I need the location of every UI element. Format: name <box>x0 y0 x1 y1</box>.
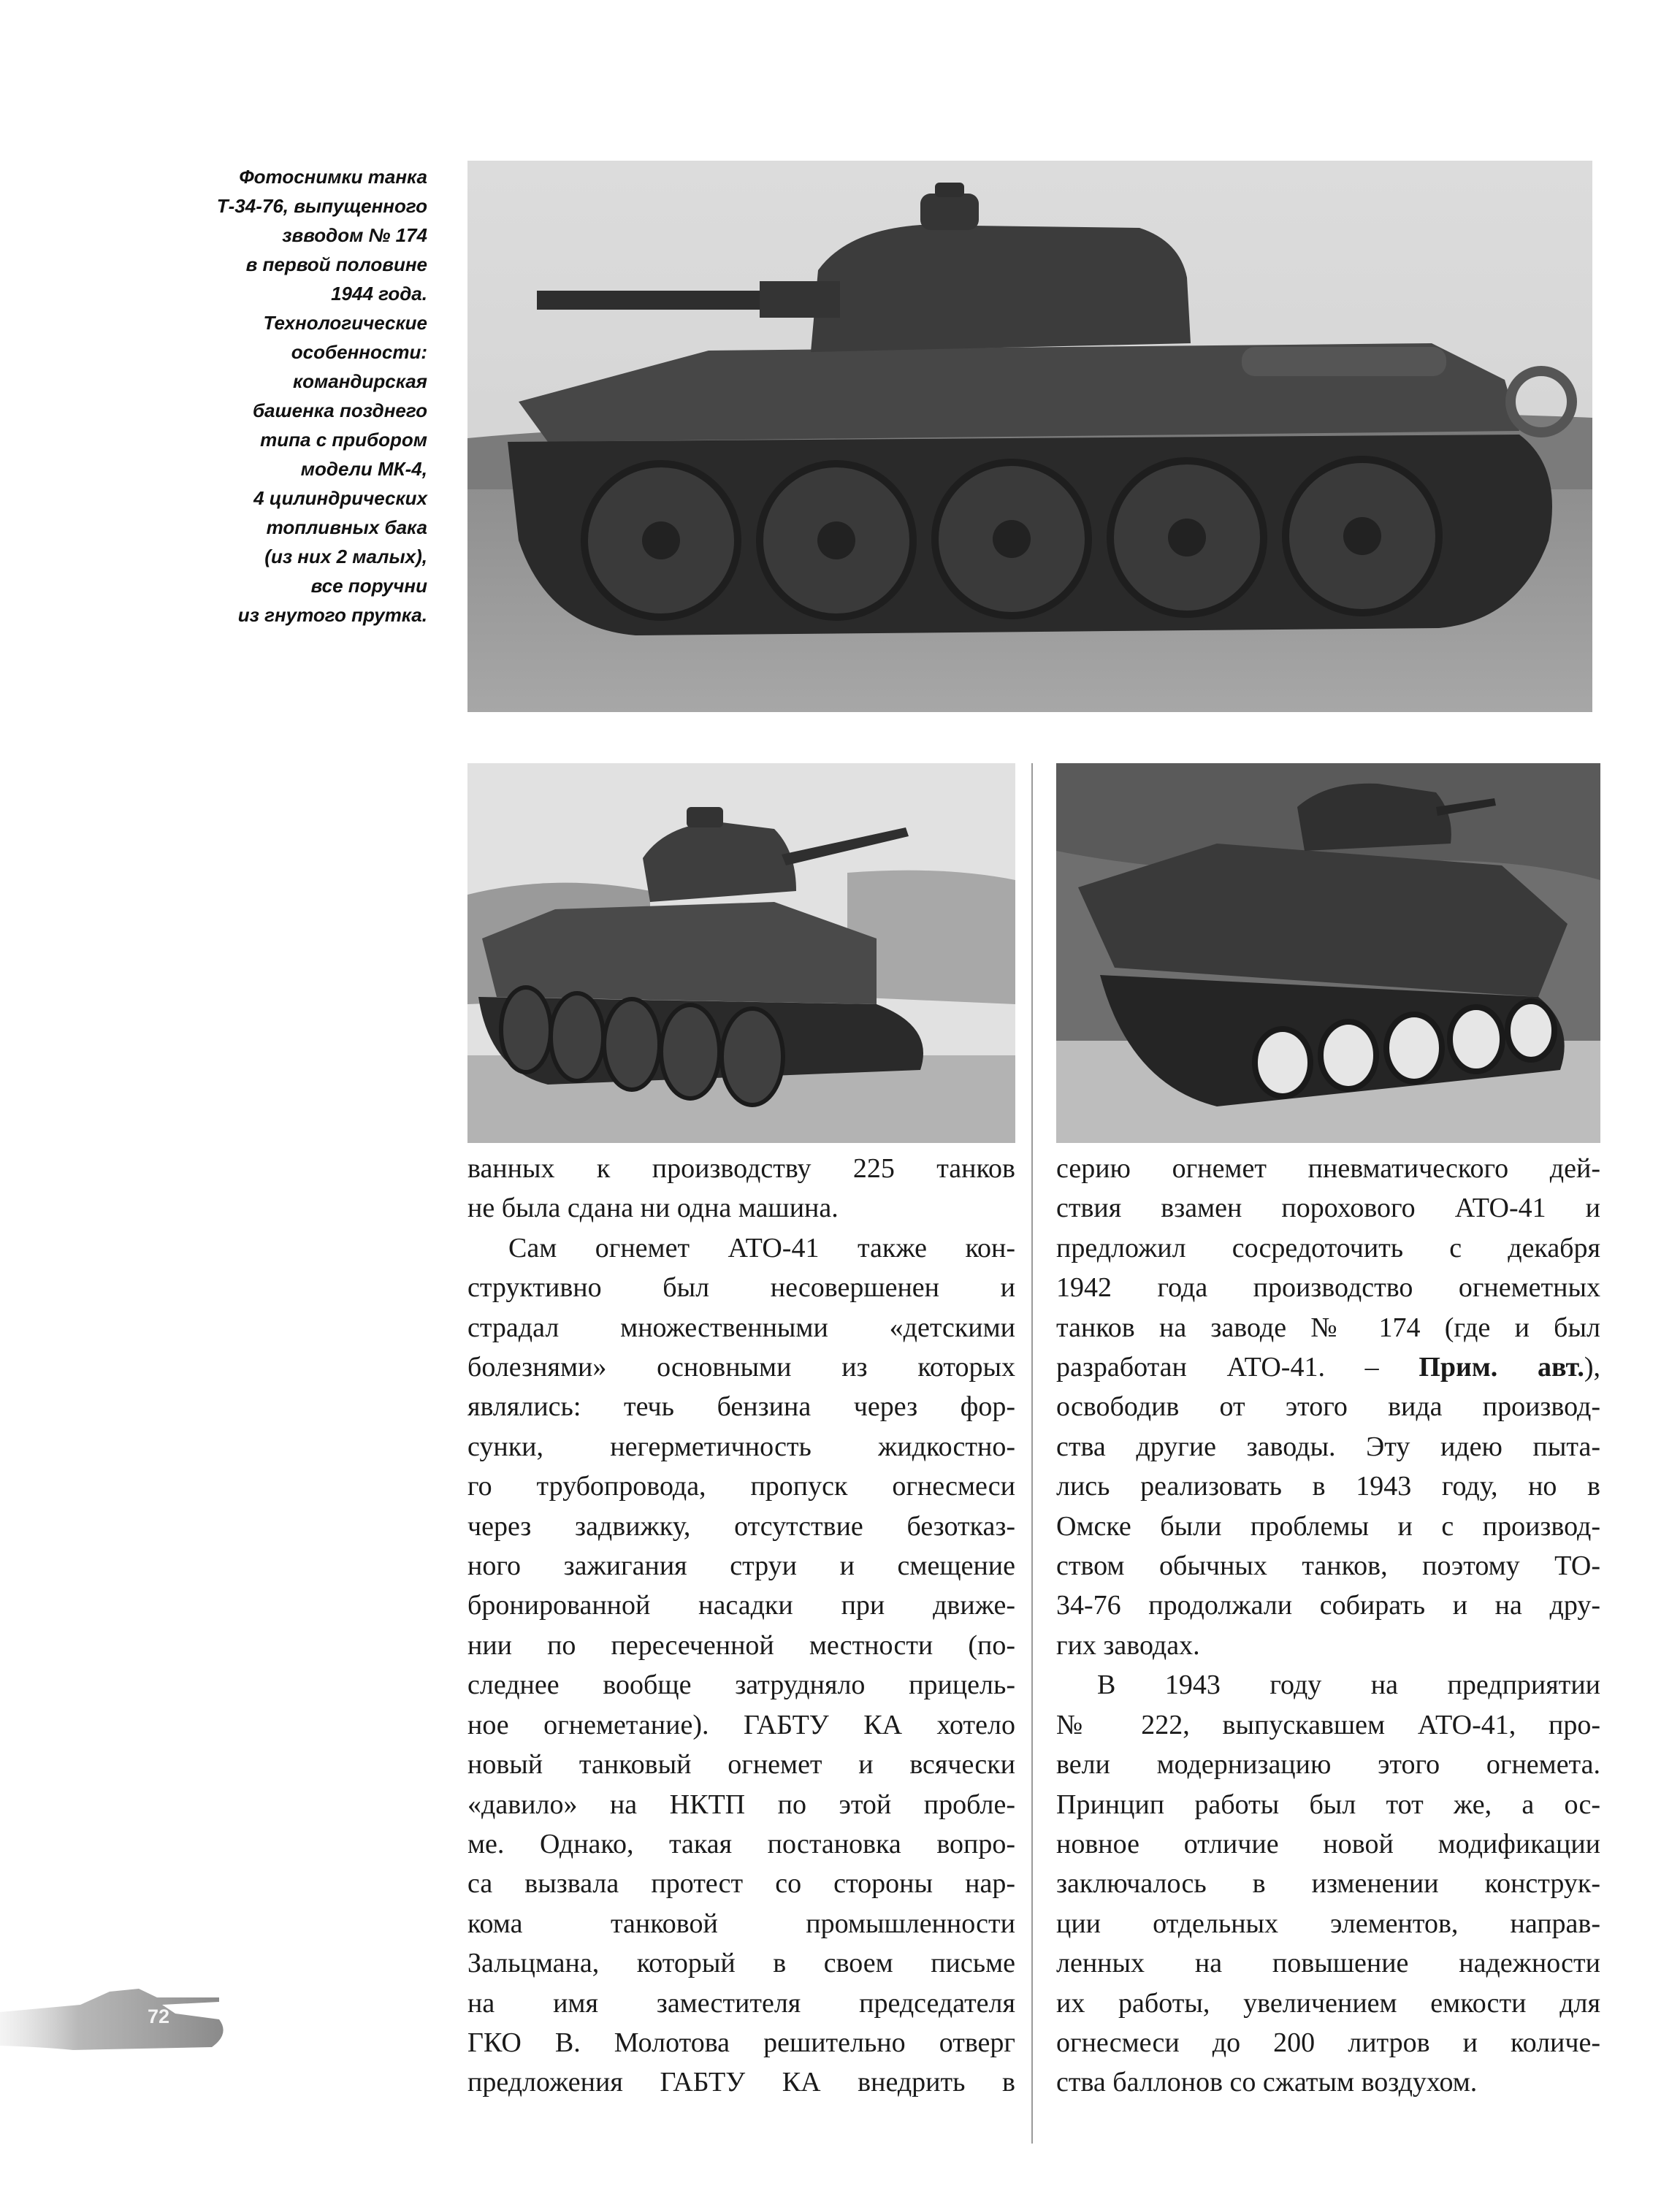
photo-caption <box>153 162 427 630</box>
caption-line: звводом № 174 <box>282 224 427 246</box>
text-line: структивно был несовершенен и <box>467 1272 1015 1304</box>
text-line: ное огнеметание). ГАБТУ КА хотело <box>467 1709 1015 1740</box>
column-divider <box>1031 763 1033 2144</box>
caption-line: (из них 2 малых), <box>264 546 427 567</box>
text-line: ции отдельных элементов, направ- <box>1056 1908 1600 1939</box>
caption-line: модели МК-4, <box>300 458 427 480</box>
caption-line: командирская <box>292 370 427 392</box>
text-line: нии по пересеченной местности (по- <box>467 1629 1015 1661</box>
text-line: вели модернизацию этого огнемета. <box>1056 1749 1600 1781</box>
caption-line: Технологические <box>263 312 427 334</box>
text-line: серию огнемет пневматического дей- <box>1056 1153 1600 1184</box>
photo-tank-side-view <box>467 161 1592 712</box>
text-line: ствия взамен порохового АТО-41 и <box>1056 1193 1600 1224</box>
caption-line: Т-34-76, выпущенного <box>216 195 427 217</box>
text-line: В 1943 году на предприятии <box>1097 1670 1600 1701</box>
caption-line: все поручни <box>310 575 427 597</box>
text-line: болезнями» основными из которых <box>467 1352 1015 1383</box>
text-line: Зальцмана, который в своем письме <box>467 1948 1015 1979</box>
caption-line: Фотоснимки танка <box>239 166 427 188</box>
text-column-right <box>1056 1149 1600 2103</box>
text-line: 1942 года производство огнеметных <box>1056 1272 1600 1304</box>
text-line: сунки, негерметичность жидкостно- <box>467 1431 1015 1462</box>
text-line: 34-76 продолжали собирать и на дру- <box>1056 1590 1600 1621</box>
text-line: являлись: течь бензина через фор- <box>467 1391 1015 1423</box>
text-line: Сам огнемет АТО-41 также кон- <box>508 1232 1015 1263</box>
page-number-badge <box>0 1976 234 2056</box>
text-line: огнесмеси до 200 литров и количе- <box>1056 2027 1600 2058</box>
text-line: через задвижку, отсутствие безотказ- <box>467 1510 1015 1542</box>
text-line: предложил сосредоточить с декабря <box>1056 1232 1600 1263</box>
text-line: страдал множественными «детскими <box>467 1312 1015 1343</box>
caption-line: типа с прибором <box>260 429 427 451</box>
tank-silhouette-icon <box>0 1976 234 2056</box>
text-line: ме. Однако, такая постановка вопро- <box>467 1828 1015 1859</box>
text-line: № 222, выпускавшем АТО-41, про- <box>1056 1709 1600 1740</box>
text-line: лись реализовать в 1943 году, но в <box>1056 1471 1600 1502</box>
text-line: ства баллонов со сжатым воздухом. <box>1056 2067 1478 2098</box>
note-suffix: ), <box>1584 1352 1601 1383</box>
note-prefix: разработан АТО-41. – <box>1056 1352 1419 1383</box>
text-line: на имя заместителя председателя <box>467 1987 1015 2019</box>
text-column-left <box>467 1149 1015 2103</box>
caption-line: особенности: <box>291 341 427 363</box>
caption-line: топливных бака <box>266 516 427 538</box>
text-line: не была сдана ни одна машина. <box>467 1193 839 1224</box>
text-line: новый танковый огнемет и всячески <box>467 1749 1015 1781</box>
text-line: новное отличие новой модификации <box>1056 1828 1600 1859</box>
photo-tank-front-three-quarter <box>467 763 1015 1143</box>
text-line: Омске были проблемы и с производ- <box>1056 1510 1600 1542</box>
caption-line: из гнутого прутка. <box>237 604 427 626</box>
text-line: заключалось в изменении конструк- <box>1056 1868 1600 1900</box>
photo-tank-rear-three-quarter <box>1056 763 1600 1143</box>
author-note: Прим. авт. <box>1419 1352 1584 1383</box>
text-line: ленных на повышение надежности <box>1056 1948 1600 1979</box>
caption-line: 4 цилиндрических <box>253 487 427 509</box>
text-line: танков на заводе № 174 (где и был <box>1056 1312 1600 1343</box>
text-line: ством обычных танков, поэтому ТО- <box>1056 1550 1600 1582</box>
text-line: их работы, увеличением емкости для <box>1056 1987 1600 2019</box>
text-line: ванных к производству 225 танков <box>467 1153 1015 1184</box>
text-line: го трубопровода, пропуск огнесмеси <box>467 1471 1015 1502</box>
text-line: освободив от этого вида производ- <box>1056 1391 1600 1423</box>
page-number: 72 <box>148 2005 170 2027</box>
text-line: ства другие заводы. Эту идею пыта- <box>1056 1431 1600 1462</box>
text-line: следнее вообще затрудняло прицель- <box>467 1670 1015 1701</box>
text-line: са вызвала протест со стороны нар- <box>467 1868 1015 1900</box>
text-line: Принцип работы был тот же, а ос- <box>1056 1789 1600 1820</box>
caption-line: 1944 года. <box>331 283 427 305</box>
caption-line: башенка позднего <box>252 399 427 421</box>
text-line: кома танковой промышленности <box>467 1908 1015 1939</box>
text-line-with-note <box>1056 1347 1600 1387</box>
text-line: ГКО В. Молотова решительно отверг <box>467 2027 1015 2058</box>
text-line: ного зажигания струи и смещение <box>467 1550 1015 1582</box>
text-line: гих заводах. <box>1056 1629 1200 1661</box>
text-line: бронированной насадки при движе- <box>467 1590 1015 1621</box>
caption-line: в первой половине <box>245 253 427 275</box>
text-line: предложения ГАБТУ КА внедрить в <box>467 2067 1015 2098</box>
text-line: «давило» на НКТП по этой пробле- <box>467 1789 1015 1820</box>
